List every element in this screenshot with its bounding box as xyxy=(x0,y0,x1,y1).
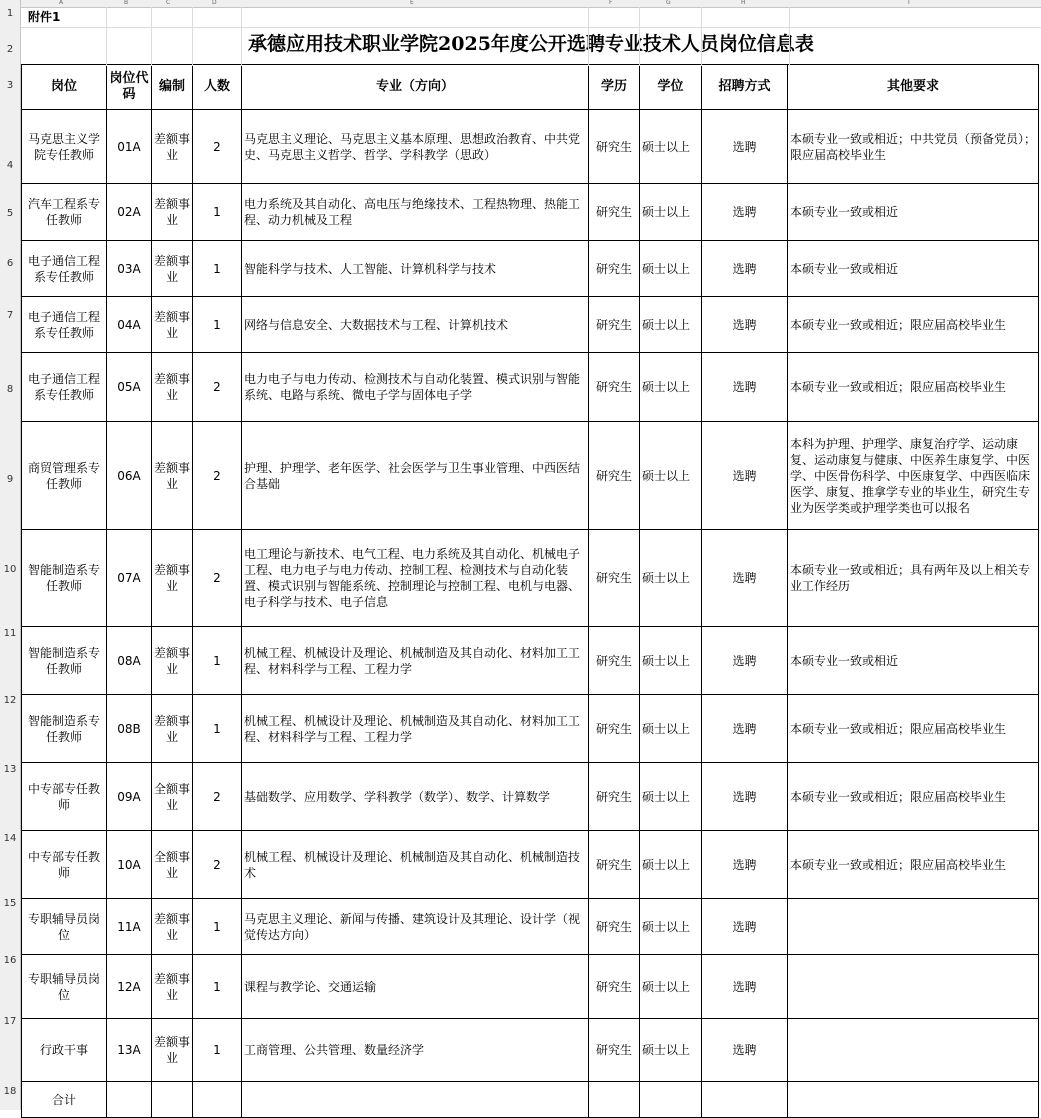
education-cell[interactable]: 研究生 xyxy=(589,831,640,899)
education-cell[interactable]: 研究生 xyxy=(589,899,640,955)
table-row xyxy=(22,422,1039,530)
degree-cell[interactable]: 硕士以上 xyxy=(640,110,702,184)
staffing-cell[interactable]: 差额事业 xyxy=(152,955,193,1019)
degree-cell[interactable]: 硕士以上 xyxy=(640,422,702,530)
method-cell[interactable]: 选聘 xyxy=(702,184,788,241)
header-staffing[interactable]: 编制 xyxy=(152,65,193,110)
method-cell[interactable]: 选聘 xyxy=(702,899,788,955)
gridline xyxy=(106,7,107,66)
education-cell[interactable]: 研究生 xyxy=(589,695,640,763)
count-cell[interactable]: 2 xyxy=(193,110,242,184)
code-cell[interactable]: 13A xyxy=(107,1019,152,1082)
gridline xyxy=(701,7,702,66)
staffing-cell[interactable]: 差额事业 xyxy=(152,695,193,763)
staffing-cell[interactable]: 差额事业 xyxy=(152,184,193,241)
other-cell[interactable] xyxy=(788,1019,1039,1082)
other-cell[interactable]: 本硕专业一致或相近；限应届高校毕业生 xyxy=(788,831,1039,899)
post-cell[interactable]: 专职辅导员岗位 xyxy=(22,955,107,1019)
gridline xyxy=(789,7,790,66)
column-letter[interactable]: H xyxy=(741,0,746,6)
header-major[interactable]: 专业（方向） xyxy=(242,65,589,110)
staffing-cell[interactable]: 差额事业 xyxy=(152,899,193,955)
education-cell[interactable]: 研究生 xyxy=(589,297,640,353)
post-cell[interactable]: 智能制造系专任教师 xyxy=(22,695,107,763)
method-cell[interactable]: 选聘 xyxy=(702,297,788,353)
code-cell[interactable]: 03A xyxy=(107,241,152,297)
row-number[interactable]: 15 xyxy=(3,898,17,909)
degree-cell[interactable]: 硕士以上 xyxy=(640,831,702,899)
row-number[interactable]: 12 xyxy=(3,695,17,706)
header-count[interactable]: 人数 xyxy=(193,65,242,110)
total-cell[interactable] xyxy=(589,1082,640,1118)
count-cell[interactable]: 1 xyxy=(193,899,242,955)
major-cell[interactable]: 基础数学、应用数学、学科教学（数学）、数学、计算数学 xyxy=(242,763,589,831)
column-letter[interactable]: C xyxy=(166,0,171,6)
code-cell[interactable]: 08A xyxy=(107,627,152,695)
count-cell[interactable]: 2 xyxy=(193,353,242,422)
staffing-cell[interactable]: 差额事业 xyxy=(152,110,193,184)
major-cell[interactable]: 电工理论与新技术、电气工程、电力系统及其自动化、机械电子工程、电力电子与电力传动、控制工程、检测技术与自动化装置、模式识别与智能系统、控制理论与控制工程、电机与电器、电子科学与技术、电子信息 xyxy=(242,530,589,627)
header-education[interactable]: 学历 xyxy=(589,65,640,110)
other-cell[interactable] xyxy=(788,899,1039,955)
method-cell[interactable]: 选聘 xyxy=(702,1019,788,1082)
post-cell[interactable]: 商贸管理系专任教师 xyxy=(22,422,107,530)
other-cell[interactable]: 本硕专业一致或相近；限应届高校毕业生 xyxy=(788,763,1039,831)
education-cell[interactable]: 研究生 xyxy=(589,241,640,297)
count-cell[interactable]: 2 xyxy=(193,422,242,530)
gridline xyxy=(639,7,640,66)
method-cell[interactable]: 选聘 xyxy=(702,353,788,422)
major-cell[interactable]: 机械工程、机械设计及理论、机械制造及其自动化、材料加工工程、材料科学与工程、工程力学 xyxy=(242,695,589,763)
count-cell[interactable]: 1 xyxy=(193,695,242,763)
post-cell[interactable]: 电子通信工程系专任教师 xyxy=(22,297,107,353)
other-cell[interactable]: 本硕专业一致或相近；限应届高校毕业生 xyxy=(788,695,1039,763)
major-cell[interactable]: 机械工程、机械设计及理论、机械制造及其自动化、材料加工工程、材料科学与工程、工程力学 xyxy=(242,627,589,695)
table-row xyxy=(22,763,1039,831)
staffing-cell[interactable]: 差额事业 xyxy=(152,297,193,353)
table-row xyxy=(22,899,1039,955)
row-header-bar xyxy=(0,0,21,1110)
post-cell[interactable]: 汽车工程系专任教师 xyxy=(22,184,107,241)
staffing-cell[interactable]: 差额事业 xyxy=(152,1019,193,1082)
row-number[interactable]: 10 xyxy=(3,564,17,575)
count-cell[interactable]: 1 xyxy=(193,241,242,297)
header-code[interactable]: 岗位代码 xyxy=(107,65,152,110)
positions-table xyxy=(21,64,1039,1118)
header-row xyxy=(22,65,1039,110)
post-cell[interactable]: 行政干事 xyxy=(22,1019,107,1082)
education-cell[interactable]: 研究生 xyxy=(589,627,640,695)
header-other[interactable]: 其他要求 xyxy=(788,65,1039,110)
gridline xyxy=(241,7,242,66)
count-cell[interactable]: 2 xyxy=(193,831,242,899)
total-cell[interactable] xyxy=(702,1082,788,1118)
code-cell[interactable]: 01A xyxy=(107,110,152,184)
column-header-bar xyxy=(21,0,1041,8)
header-method[interactable]: 招聘方式 xyxy=(702,65,788,110)
code-cell[interactable]: 11A xyxy=(107,899,152,955)
other-cell[interactable] xyxy=(788,955,1039,1019)
code-cell[interactable]: 09A xyxy=(107,763,152,831)
attachment-label[interactable]: 附件1 xyxy=(28,10,61,24)
degree-cell[interactable]: 硕士以上 xyxy=(640,184,702,241)
code-cell[interactable]: 04A xyxy=(107,297,152,353)
post-cell[interactable]: 专职辅导员岗位 xyxy=(22,899,107,955)
education-cell[interactable]: 研究生 xyxy=(589,763,640,831)
column-letter[interactable]: B xyxy=(124,0,129,6)
table-row xyxy=(22,1019,1039,1082)
total-cell[interactable] xyxy=(107,1082,152,1118)
education-cell[interactable]: 研究生 xyxy=(589,955,640,1019)
education-cell[interactable]: 研究生 xyxy=(589,530,640,627)
gridline xyxy=(151,7,152,66)
row-number[interactable]: 11 xyxy=(3,628,17,639)
row-number[interactable]: 13 xyxy=(3,764,17,775)
major-cell[interactable]: 电力系统及其自动化、高电压与绝缘技术、工程热物理、热能工程、动力机械及工程 xyxy=(242,184,589,241)
post-cell[interactable]: 电子通信工程系专任教师 xyxy=(22,353,107,422)
method-cell[interactable]: 选聘 xyxy=(702,422,788,530)
method-cell[interactable]: 选聘 xyxy=(702,110,788,184)
other-cell[interactable]: 本硕专业一致或相近；限应届高校毕业生 xyxy=(788,353,1039,422)
degree-cell[interactable]: 硕士以上 xyxy=(640,627,702,695)
code-cell[interactable]: 08B xyxy=(107,695,152,763)
sheet-title[interactable]: 承德应用技术职业学院2025年度公开选聘专业技术人员岗位信息表 xyxy=(248,33,814,55)
table-row xyxy=(22,831,1039,899)
row-number[interactable]: 3 xyxy=(6,80,14,91)
staffing-cell[interactable]: 全额事业 xyxy=(152,763,193,831)
row-number[interactable]: 2 xyxy=(6,44,14,55)
row-number[interactable]: 1 xyxy=(6,8,14,19)
code-cell[interactable]: 12A xyxy=(107,955,152,1019)
column-letter[interactable]: G xyxy=(666,0,671,6)
table-row xyxy=(22,530,1039,627)
other-cell[interactable]: 本硕专业一致或相近；中共党员（预备党员）；限应届高校毕业生 xyxy=(788,110,1039,184)
table-row xyxy=(22,955,1039,1019)
degree-cell[interactable]: 硕士以上 xyxy=(640,1019,702,1082)
count-cell[interactable]: 2 xyxy=(193,763,242,831)
table-row xyxy=(22,241,1039,297)
other-cell[interactable]: 本硕专业一致或相近 xyxy=(788,184,1039,241)
code-cell[interactable]: 07A xyxy=(107,530,152,627)
row-number[interactable]: 16 xyxy=(3,955,17,966)
major-cell[interactable]: 电力电子与电力传动、检测技术与自动化装置、模式识别与智能系统、电路与系统、微电子学与固体电子学 xyxy=(242,353,589,422)
total-cell[interactable] xyxy=(242,1082,589,1118)
method-cell[interactable]: 选聘 xyxy=(702,955,788,1019)
row-number[interactable]: 18 xyxy=(3,1086,17,1097)
education-cell[interactable]: 研究生 xyxy=(589,184,640,241)
total-cell[interactable] xyxy=(152,1082,193,1118)
degree-cell[interactable]: 硕士以上 xyxy=(640,530,702,627)
education-cell[interactable]: 研究生 xyxy=(589,1019,640,1082)
other-cell[interactable]: 本科为护理、护理学、康复治疗学、运动康复、运动康复与健康、中医养生康复学、中医学、中医骨伤科学、中医康复学、中西医临床医学、康复、推拿学专业的毕业生，研究生专业为医学类或护理学类也可以报名 xyxy=(788,422,1039,530)
method-cell[interactable]: 选聘 xyxy=(702,695,788,763)
education-cell[interactable]: 研究生 xyxy=(589,110,640,184)
code-cell[interactable]: 06A xyxy=(107,422,152,530)
row-number[interactable]: 14 xyxy=(3,833,17,844)
count-cell[interactable]: 1 xyxy=(193,627,242,695)
row-number[interactable]: 7 xyxy=(6,310,14,321)
post-cell[interactable]: 马克思主义学院专任教师 xyxy=(22,110,107,184)
major-cell[interactable]: 马克思主义理论、马克思主义基本原理、思想政治教育、中共党史、马克思主义哲学、哲学、学科教学（思政） xyxy=(242,110,589,184)
other-cell[interactable]: 本硕专业一致或相近 xyxy=(788,627,1039,695)
total-label[interactable]: 合计 xyxy=(22,1082,107,1118)
column-letter[interactable]: A xyxy=(59,0,64,6)
table-row xyxy=(22,297,1039,353)
count-cell[interactable]: 1 xyxy=(193,955,242,1019)
method-cell[interactable]: 选聘 xyxy=(702,763,788,831)
degree-cell[interactable]: 硕士以上 xyxy=(640,241,702,297)
degree-cell[interactable]: 硕士以上 xyxy=(640,297,702,353)
row-number[interactable]: 4 xyxy=(6,160,14,171)
staffing-cell[interactable]: 差额事业 xyxy=(152,353,193,422)
total-row xyxy=(22,1082,1039,1118)
total-cell[interactable] xyxy=(788,1082,1039,1118)
staffing-cell[interactable]: 全额事业 xyxy=(152,831,193,899)
code-cell[interactable]: 02A xyxy=(107,184,152,241)
gridline xyxy=(192,7,193,66)
staffing-cell[interactable]: 差额事业 xyxy=(152,530,193,627)
row-number[interactable]: 8 xyxy=(6,384,14,395)
header-degree[interactable]: 学位 xyxy=(640,65,702,110)
degree-cell[interactable]: 硕士以上 xyxy=(640,899,702,955)
method-cell[interactable]: 选聘 xyxy=(702,627,788,695)
code-cell[interactable]: 05A xyxy=(107,353,152,422)
degree-cell[interactable]: 硕士以上 xyxy=(640,695,702,763)
count-cell[interactable]: 1 xyxy=(193,1019,242,1082)
other-cell[interactable]: 本硕专业一致或相近；具有两年及以上相关专业工作经历 xyxy=(788,530,1039,627)
column-letter[interactable]: F xyxy=(609,0,613,6)
total-cell[interactable] xyxy=(193,1082,242,1118)
major-cell[interactable]: 网络与信息安全、大数据技术与工程、计算机技术 xyxy=(242,297,589,353)
table-row xyxy=(22,184,1039,241)
count-cell[interactable]: 1 xyxy=(193,184,242,241)
major-cell[interactable]: 马克思主义理论、新闻与传播、建筑设计及其理论、设计学（视觉传达方向） xyxy=(242,899,589,955)
staffing-cell[interactable]: 差额事业 xyxy=(152,627,193,695)
code-cell[interactable]: 10A xyxy=(107,831,152,899)
count-cell[interactable]: 2 xyxy=(193,530,242,627)
row-number[interactable]: 5 xyxy=(6,208,14,219)
gridline xyxy=(588,7,589,66)
table-row xyxy=(22,353,1039,422)
staffing-cell[interactable]: 差额事业 xyxy=(152,241,193,297)
method-cell[interactable]: 选聘 xyxy=(702,241,788,297)
total-cell[interactable] xyxy=(640,1082,702,1118)
staffing-cell[interactable]: 差额事业 xyxy=(152,422,193,530)
education-cell[interactable]: 研究生 xyxy=(589,422,640,530)
post-cell[interactable]: 中专部专任教师 xyxy=(22,831,107,899)
major-cell[interactable]: 工商管理、公共管理、数量经济学 xyxy=(242,1019,589,1082)
post-cell[interactable]: 电子通信工程系专任教师 xyxy=(22,241,107,297)
table-row xyxy=(22,695,1039,763)
row-number[interactable]: 9 xyxy=(6,474,14,485)
major-cell[interactable]: 智能科学与技术、人工智能、计算机科学与技术 xyxy=(242,241,589,297)
count-cell[interactable]: 1 xyxy=(193,297,242,353)
post-cell[interactable]: 智能制造系专任教师 xyxy=(22,627,107,695)
column-letter[interactable]: E xyxy=(410,0,414,6)
other-cell[interactable]: 本硕专业一致或相近 xyxy=(788,241,1039,297)
row-number[interactable]: 6 xyxy=(6,258,14,269)
column-letter[interactable]: I xyxy=(908,0,910,6)
degree-cell[interactable]: 硕士以上 xyxy=(640,353,702,422)
method-cell[interactable]: 选聘 xyxy=(702,831,788,899)
other-cell[interactable]: 本硕专业一致或相近；限应届高校毕业生 xyxy=(788,297,1039,353)
method-cell[interactable]: 选聘 xyxy=(702,530,788,627)
major-cell[interactable]: 课程与教学论、交通运输 xyxy=(242,955,589,1019)
post-cell[interactable]: 智能制造系专任教师 xyxy=(22,530,107,627)
table-row xyxy=(22,110,1039,184)
gridline xyxy=(21,27,1041,28)
education-cell[interactable]: 研究生 xyxy=(589,353,640,422)
column-letter[interactable]: D xyxy=(212,0,217,6)
major-cell[interactable]: 护理、护理学、老年医学、社会医学与卫生事业管理、中西医结合基础 xyxy=(242,422,589,530)
degree-cell[interactable]: 硕士以上 xyxy=(640,763,702,831)
major-cell[interactable]: 机械工程、机械设计及理论、机械制造及其自动化、机械制造技术 xyxy=(242,831,589,899)
table-row xyxy=(22,627,1039,695)
row-number[interactable]: 17 xyxy=(3,1016,17,1027)
header-post[interactable]: 岗位 xyxy=(22,65,107,110)
post-cell[interactable]: 中专部专任教师 xyxy=(22,763,107,831)
degree-cell[interactable]: 硕士以上 xyxy=(640,955,702,1019)
